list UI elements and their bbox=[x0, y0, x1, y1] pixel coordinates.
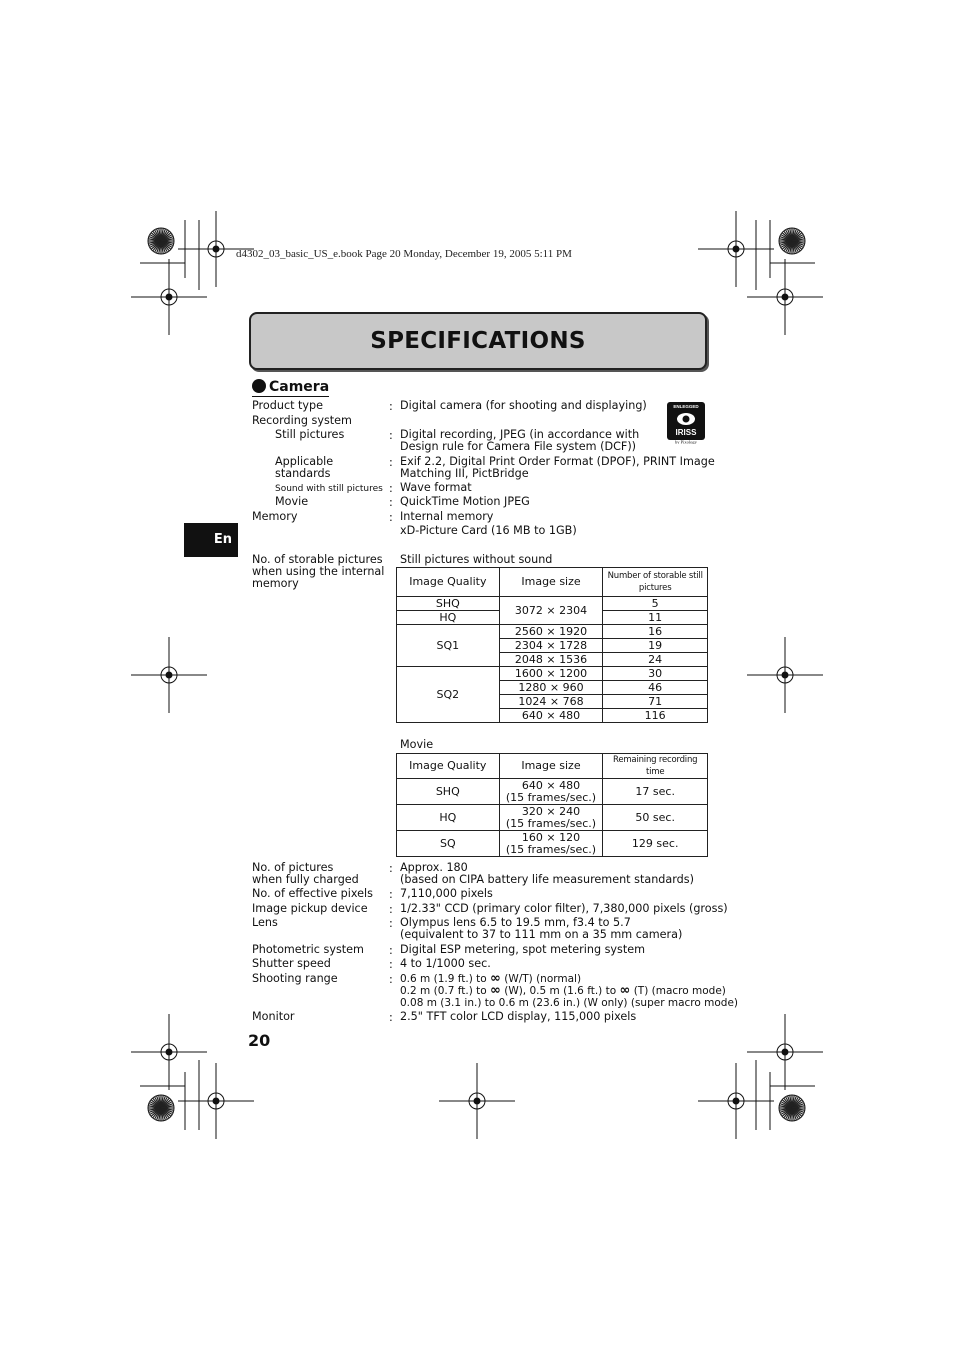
table-cell: 11 bbox=[603, 611, 708, 625]
applicable-label-2: standards bbox=[275, 467, 331, 480]
page-number: 20 bbox=[248, 1031, 271, 1050]
registration-target-icon bbox=[747, 637, 823, 713]
range-text: 0.2 m (0.7 ft.) to bbox=[400, 985, 487, 997]
colon: : bbox=[389, 1011, 393, 1024]
registration-target-icon bbox=[439, 1063, 515, 1139]
sound-value: Wave format bbox=[400, 481, 472, 494]
section-heading bbox=[252, 379, 329, 397]
starburst-mark-icon bbox=[148, 228, 174, 254]
iriss-logo bbox=[667, 402, 705, 444]
table-cell: HQ bbox=[397, 805, 500, 831]
colon: : bbox=[389, 456, 393, 469]
applicable-value-2: Matching III, PictBridge bbox=[400, 467, 529, 480]
colon: : bbox=[389, 903, 393, 916]
table-cell: SQ2 bbox=[397, 667, 500, 723]
colon: : bbox=[389, 944, 393, 957]
still-table-caption: Still pictures without sound bbox=[400, 553, 553, 566]
fully-charged-label-1: No. of pictures bbox=[252, 861, 334, 874]
fps-line: (15 frames/sec.) bbox=[505, 842, 597, 856]
registration-target-icon bbox=[747, 1014, 823, 1090]
starburst-mark-icon bbox=[779, 228, 805, 254]
product-type-value: Digital camera (for shooting and displaying) bbox=[400, 399, 647, 412]
table-header: Number of storable still pictures bbox=[603, 568, 708, 597]
pickup-value: 1/2.33" CCD (primary color filter), 7,380,000 pixels (gross) bbox=[400, 902, 728, 915]
still-pictures-table bbox=[396, 567, 708, 723]
fully-charged-value-1: Approx. 180 bbox=[400, 861, 468, 874]
svg-text:ENLEGGED: ENLEGGED bbox=[673, 404, 699, 409]
table-cell: 30 bbox=[603, 667, 708, 681]
colon: : bbox=[389, 482, 393, 495]
range-text: 0.6 m (1.9 ft.) to bbox=[400, 973, 487, 985]
applicable-label-1: Applicable bbox=[275, 455, 334, 468]
starburst-mark-icon bbox=[148, 1095, 174, 1121]
monitor-value: 2.5" TFT color LCD display, 115,000 pixels bbox=[400, 1010, 637, 1023]
colon: : bbox=[389, 888, 393, 901]
table-cell bbox=[499, 779, 603, 805]
product-type-label: Product type bbox=[252, 399, 324, 412]
page-title: SPECIFICATIONS bbox=[370, 328, 586, 354]
table-cell: SQ bbox=[397, 831, 500, 857]
storable-label-2: when using the internal bbox=[252, 565, 385, 578]
colon: : bbox=[389, 511, 393, 524]
table-cell: 2304 × 1728 bbox=[499, 639, 603, 653]
shutter-label: Shutter speed bbox=[252, 957, 331, 970]
table-cell: 19 bbox=[603, 639, 708, 653]
movie-table bbox=[396, 753, 708, 857]
table-cell: HQ bbox=[397, 611, 500, 625]
applicable-value-1: Exif 2.2, Digital Print Order Format (DPOF), PRINT Image bbox=[400, 455, 715, 468]
table-cell: 1600 × 1200 bbox=[499, 667, 603, 681]
colon: : bbox=[389, 496, 393, 509]
table-header: Remaining recording time bbox=[603, 754, 708, 779]
table-cell: SHQ bbox=[397, 779, 500, 805]
memory-label: Memory bbox=[252, 510, 298, 523]
colon: : bbox=[389, 400, 393, 413]
infinity-icon: ∞ bbox=[490, 971, 501, 986]
language-tab-label: En bbox=[213, 532, 233, 547]
language-tab bbox=[184, 523, 238, 557]
table-cell: SHQ bbox=[397, 597, 500, 611]
colon: : bbox=[389, 958, 393, 971]
table-cell: 46 bbox=[603, 681, 708, 695]
size-line: 640 × 480 bbox=[521, 778, 581, 792]
shutter-value: 4 to 1/1000 sec. bbox=[400, 957, 491, 970]
movie-value: QuickTime Motion JPEG bbox=[400, 495, 530, 508]
bullet-icon bbox=[252, 379, 266, 393]
movie-label: Movie bbox=[275, 495, 309, 508]
fps-line: (15 frames/sec.) bbox=[505, 790, 597, 804]
photometric-value: Digital ESP metering, spot metering system bbox=[400, 943, 646, 956]
registration-target-icon bbox=[131, 259, 207, 335]
registration-target-icon bbox=[747, 259, 823, 335]
table-header: Image Quality bbox=[397, 754, 500, 779]
still-pictures-value-2: Design rule for Camera File system (DCF)) bbox=[400, 440, 637, 453]
storable-label-3: memory bbox=[252, 577, 299, 590]
sound-label: Sound with still pictures bbox=[275, 484, 383, 494]
table-header: Image Quality bbox=[397, 568, 500, 597]
infinity-icon: ∞ bbox=[490, 983, 501, 998]
range-text: (T) (macro mode) bbox=[633, 985, 726, 997]
colon: : bbox=[389, 917, 393, 930]
svg-text:by Pixology: by Pixology bbox=[675, 439, 697, 444]
fully-charged-value-2: (based on CIPA battery life measurement standards) bbox=[400, 873, 694, 886]
table-cell: 5 bbox=[603, 597, 708, 611]
table-cell bbox=[499, 805, 603, 831]
registration-target-icon bbox=[131, 637, 207, 713]
infinity-icon: ∞ bbox=[619, 983, 631, 998]
effective-pixels-label: No. of effective pixels bbox=[252, 887, 373, 900]
table-cell: 640 × 480 bbox=[499, 709, 603, 723]
storable-label-1: No. of storable pictures bbox=[252, 553, 383, 566]
lens-value-1: Olympus lens 6.5 to 19.5 mm, f3.4 to 5.7 bbox=[400, 916, 631, 929]
registration-target-icon bbox=[178, 1063, 254, 1139]
table-cell: 116 bbox=[603, 709, 708, 723]
section-title: Camera bbox=[269, 379, 330, 395]
still-pictures-label: Still pictures bbox=[275, 428, 345, 441]
registration-target-icon bbox=[698, 1063, 774, 1139]
lens-label: Lens bbox=[252, 916, 278, 929]
lens-value-2: (equivalent to 37 to 111 mm on a 35 mm camera) bbox=[400, 928, 683, 941]
table-cell: 17 sec. bbox=[603, 779, 708, 805]
table-header: Image size bbox=[499, 568, 603, 597]
svg-text:IRISS: IRISS bbox=[675, 428, 697, 437]
table-cell: 50 sec. bbox=[603, 805, 708, 831]
shooting-range-label: Shooting range bbox=[252, 972, 338, 985]
table-cell: 24 bbox=[603, 653, 708, 667]
table-cell bbox=[499, 831, 603, 857]
memory-value-2: xD-Picture Card (16 MB to 1GB) bbox=[400, 524, 577, 537]
range-text: (W/T) (normal) bbox=[504, 973, 582, 985]
fps-line: (15 frames/sec.) bbox=[505, 816, 597, 830]
fully-charged-label-2: when fully charged bbox=[252, 873, 359, 886]
table-cell: 2048 × 1536 bbox=[499, 653, 603, 667]
pickup-label: Image pickup device bbox=[252, 902, 368, 915]
registration-target-icon bbox=[131, 1014, 207, 1090]
movie-table-caption: Movie bbox=[400, 738, 434, 751]
colon: : bbox=[389, 973, 393, 986]
colon: : bbox=[389, 862, 393, 875]
table-cell: 129 sec. bbox=[603, 831, 708, 857]
size-line: 320 × 240 bbox=[521, 804, 581, 818]
registration-target-icon bbox=[698, 211, 774, 287]
book-info-header: d4302_03_basic_US_e.book Page 20 Monday, December 19, 2005 5:11 PM bbox=[236, 248, 572, 260]
table-cell: SQ1 bbox=[397, 625, 500, 667]
table-header: Image size bbox=[499, 754, 603, 779]
recording-system-label: Recording system bbox=[252, 414, 352, 427]
range-line-3: 0.08 m (3.1 in.) to 0.6 m (23.6 in.) (W only) (super macro mode) bbox=[400, 997, 739, 1009]
table-cell: 1024 × 768 bbox=[499, 695, 603, 709]
starburst-mark-icon bbox=[779, 1095, 805, 1121]
table-cell: 1280 × 960 bbox=[499, 681, 603, 695]
table-cell: 3072 × 2304 bbox=[499, 597, 603, 625]
colon: : bbox=[389, 429, 393, 442]
table-cell: 2560 × 1920 bbox=[499, 625, 603, 639]
effective-pixels-value: 7,110,000 pixels bbox=[400, 887, 493, 900]
memory-value-1: Internal memory bbox=[400, 510, 494, 523]
table-cell: 71 bbox=[603, 695, 708, 709]
page-title-box bbox=[249, 312, 707, 370]
range-text: (W), 0.5 m (1.6 ft.) to bbox=[504, 985, 617, 997]
monitor-label: Monitor bbox=[252, 1010, 295, 1023]
range-line-2 bbox=[400, 985, 726, 998]
table-cell: 16 bbox=[603, 625, 708, 639]
size-line: 160 × 120 bbox=[521, 830, 581, 844]
still-pictures-value-1: Digital recording, JPEG (in accordance with bbox=[400, 428, 640, 441]
photometric-label: Photometric system bbox=[252, 943, 364, 956]
